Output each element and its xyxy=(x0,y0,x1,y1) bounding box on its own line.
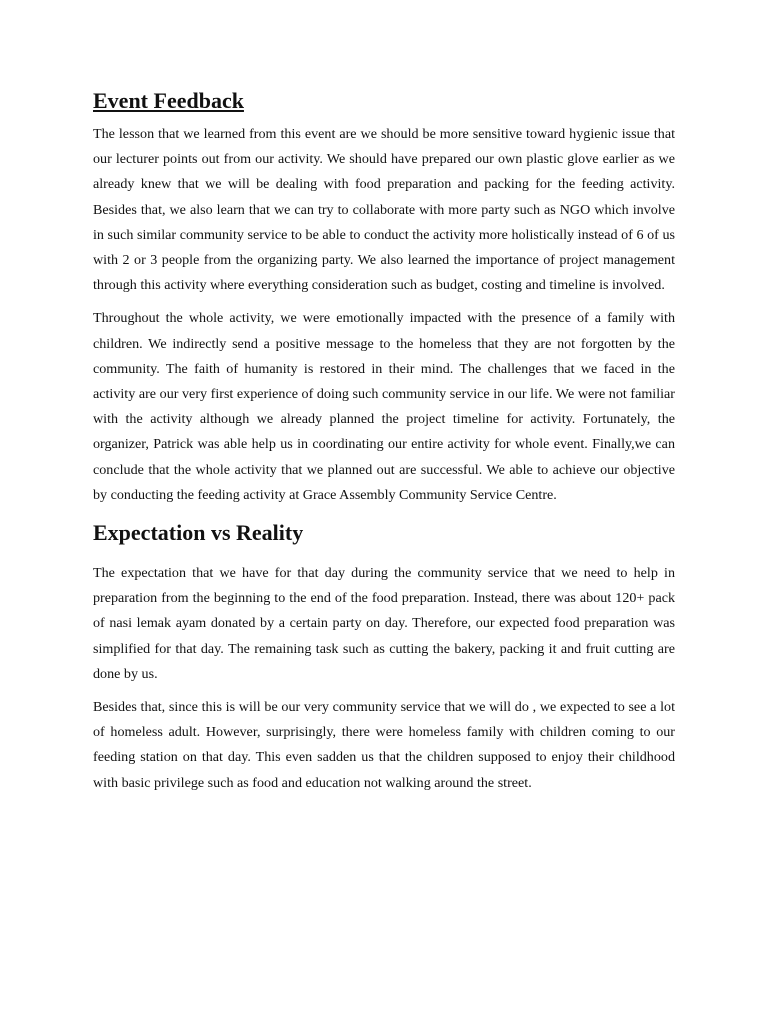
event-feedback-paragraph-2: Throughout the whole activity, we were emotionally impacted with the presence of a family with children. We indirectly send a positive message to the homeless that they are not forgotten by the community. The faith of humanity is restored in their mind. The challenges that we faced in the activity are our very first experience of doing such community service in our life. We were not familiar with the activity although we already planned the project timeline for activity. Fortunately, the organizer, Patrick was able help us in coordinating our entire activity for whole event. Finally,we can conclude that the whole activity that we planned out are successful. We able to achieve our objective by conducting the feeding activity at Grace Assembly Community Service Centre. xyxy=(93,310,675,503)
expectation-vs-reality-heading: Expectation vs Reality xyxy=(93,520,304,546)
event-feedback-heading: Event Feedback xyxy=(93,88,244,113)
expectation-paragraph-2: Besides that, since this is will be our very community service that we will do , we expected to see a lot of homeless adult. However, surprisingly, there were homeless family with children coming to our feeding station on that day. This even sadden us that the children supposed to enjoy their childhood with basic privilege such as food and education not walking around the street. xyxy=(93,699,675,791)
expectation-paragraph-1: The expectation that we have for that day during the community service that we need to help in preparation from the beginning to the end of the food preparation. Instead, there was about 120+ pack of nasi lemak ayam donated by a certain party on day. Therefore, our expected food preparation was simplified for that day. The remaining task such as cutting the bakery, packing it and fruit cutting are done by us. xyxy=(93,565,675,682)
document-page xyxy=(93,86,675,796)
event-feedback-paragraph-1: The lesson that we learned from this event are we should be more sensitive toward hygienic issue that our lecturer points out from our activity. We should have prepared our own plastic glove earlier as we already knew that we will be dealing with food preparation and packing for the feeding activity. Besides that, we also learn that we can try to collaborate with more party such as NGO which involve in such similar community service to be able to conduct the activity more holistically instead of 6 of us with 2 or 3 people from the organizing party. We also learned the importance of project management through this activity where everything consideration such as budget, costing and timeline is involved. xyxy=(93,126,675,294)
